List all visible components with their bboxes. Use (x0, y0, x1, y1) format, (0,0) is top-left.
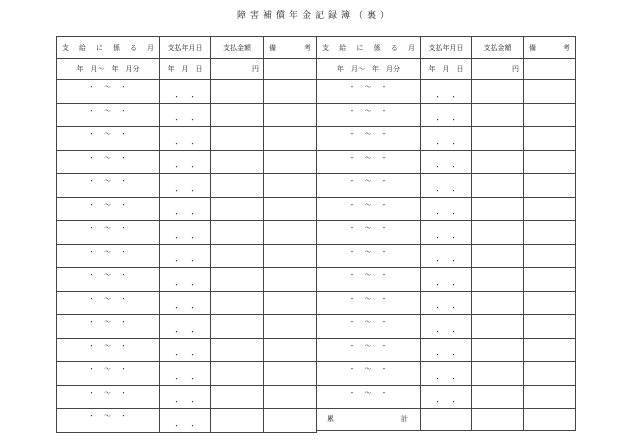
header-period: 支 給 に 係 る 月 (57, 37, 160, 59)
ledger-row (57, 291, 317, 315)
remarks-cell[interactable] (264, 103, 317, 127)
amount-cell[interactable] (211, 268, 264, 292)
header-remarks: 備 考 (264, 37, 317, 59)
remarks-cell[interactable] (524, 80, 576, 104)
header-pay-date: 支払年月日 (160, 37, 211, 59)
period-cell[interactable]: ・ ～ ・ (317, 268, 421, 292)
remarks-cell[interactable] (264, 80, 317, 104)
period-cell[interactable]: ・ ～ ・ (317, 80, 421, 104)
remarks-cell[interactable] (264, 362, 317, 386)
amount-cell[interactable] (211, 103, 264, 127)
ledger-row (317, 80, 576, 104)
pay-date-cell[interactable]: ・ ・ (160, 103, 211, 127)
amount-cell[interactable] (472, 174, 524, 198)
remarks-cell[interactable] (264, 150, 317, 174)
ledger-row (317, 150, 576, 174)
period-cell[interactable]: ・ ～ ・ (57, 362, 160, 386)
amount-cell[interactable] (211, 409, 264, 433)
remarks-cell[interactable] (524, 291, 576, 315)
period-cell[interactable]: ・ ～ ・ (57, 127, 160, 151)
amount-cell[interactable] (472, 291, 524, 315)
period-cell[interactable]: ・ ～ ・ (317, 338, 421, 362)
remarks-cell[interactable] (264, 338, 317, 362)
ledger-row (317, 127, 576, 151)
period-cell[interactable]: ・ ～ ・ (57, 291, 160, 315)
remarks-cell[interactable] (264, 174, 317, 198)
pay-date-cell[interactable]: ・ ・ (160, 268, 211, 292)
ledger-row (57, 80, 317, 104)
remarks-cell[interactable] (524, 409, 576, 431)
amount-cell[interactable] (211, 315, 264, 339)
period-cell[interactable]: ・ ～ ・ (317, 291, 421, 315)
period-cell[interactable]: ・ ～ ・ (317, 197, 421, 221)
pay-date-cell[interactable]: ・ ・ (421, 244, 472, 268)
amount-cell[interactable] (472, 315, 524, 339)
period-cell[interactable]: ・ ～ ・ (57, 221, 160, 245)
remarks-cell[interactable] (524, 385, 576, 409)
period-cell[interactable]: ・ ～ ・ (57, 174, 160, 198)
remarks-cell[interactable] (524, 268, 576, 292)
period-cell[interactable]: ・ ～ ・ (57, 244, 160, 268)
pay-date-cell[interactable]: ・ ・ (160, 127, 211, 151)
amount-cell[interactable] (472, 197, 524, 221)
ledger-row (317, 315, 576, 339)
header-period: 支 給 に 係 る 月 (317, 37, 421, 59)
remarks-cell[interactable] (264, 409, 317, 433)
pay-date-cell[interactable]: ・ ・ (160, 221, 211, 245)
pay-date-cell[interactable]: ・ ・ (421, 127, 472, 151)
amount-cell[interactable] (472, 150, 524, 174)
ledger-row (57, 385, 317, 409)
period-cell[interactable]: ・ ～ ・ (317, 244, 421, 268)
pay-date-cell[interactable]: ・ ・ (160, 385, 211, 409)
amount-cell[interactable] (211, 291, 264, 315)
remarks-cell[interactable] (264, 291, 317, 315)
remarks-cell[interactable] (264, 315, 317, 339)
pay-date-cell[interactable]: ・ ・ (421, 103, 472, 127)
period-cell[interactable]: ・ ～ ・ (317, 315, 421, 339)
header-remarks: 備 考 (524, 37, 576, 59)
remarks-cell[interactable] (524, 244, 576, 268)
remarks-cell[interactable] (264, 197, 317, 221)
ledger-row (317, 291, 576, 315)
pay-date-cell[interactable]: ・ ・ (160, 174, 211, 198)
pay-date-cell[interactable]: ・ ・ (160, 291, 211, 315)
amount-cell[interactable] (211, 174, 264, 198)
amount-cell[interactable] (472, 244, 524, 268)
pay-date-cell[interactable]: ・ ・ (421, 174, 472, 198)
pay-date-cell[interactable]: ・ ・ (421, 221, 472, 245)
header-amount: 支払金額 (472, 37, 524, 59)
remarks-cell[interactable] (524, 197, 576, 221)
amount-cell[interactable] (472, 80, 524, 104)
pay-date-cell[interactable]: ・ ・ (160, 150, 211, 174)
remarks-cell[interactable] (524, 338, 576, 362)
ledger-row (57, 150, 317, 174)
pay-date-cell[interactable]: ・ ・ (160, 244, 211, 268)
pay-date-cell[interactable]: ・ ・ (421, 362, 472, 386)
header-amount: 支払金額 (211, 37, 264, 59)
unit-row (317, 59, 576, 80)
period-cell[interactable]: ・ ～ ・ (317, 150, 421, 174)
ledger-row (317, 197, 576, 221)
ledger-row (57, 103, 317, 127)
ledger-row (317, 244, 576, 268)
period-cell[interactable]: ・ ～ ・ (57, 103, 160, 127)
ledger-row (317, 385, 576, 409)
ledger-row (57, 362, 317, 386)
remarks-cell[interactable] (264, 244, 317, 268)
unit-remarks (264, 59, 317, 80)
amount-cell[interactable] (211, 80, 264, 104)
amount-cell[interactable] (472, 338, 524, 362)
ledger-row (57, 268, 317, 292)
unit-amount: 円 (472, 59, 524, 80)
ledger-row (317, 362, 576, 386)
ledger-row (317, 221, 576, 245)
unit-remarks (524, 59, 576, 80)
remarks-cell[interactable] (524, 127, 576, 151)
remarks-cell[interactable] (264, 127, 317, 151)
period-cell[interactable]: ・ ～ ・ (317, 127, 421, 151)
unit-pay-date: 年 月 日 (160, 59, 211, 80)
amount-cell[interactable] (211, 150, 264, 174)
remarks-cell[interactable] (264, 385, 317, 409)
ledger-row (57, 221, 317, 245)
pay-date-cell[interactable]: ・ ・ (421, 197, 472, 221)
total-row (317, 409, 576, 431)
ledger-row (317, 174, 576, 198)
amount-cell[interactable] (211, 362, 264, 386)
unit-amount: 円 (211, 59, 264, 80)
pay-date-cell[interactable]: ・ ・ (421, 315, 472, 339)
amount-cell[interactable] (211, 127, 264, 151)
ledger-row (57, 174, 317, 198)
ledger-row (317, 338, 576, 362)
ledger-row (57, 197, 317, 221)
remarks-cell[interactable] (524, 103, 576, 127)
pay-date-cell[interactable] (421, 409, 472, 431)
period-cell[interactable]: ・ ～ ・ (57, 385, 160, 409)
remarks-cell[interactable] (524, 315, 576, 339)
remarks-cell[interactable] (524, 174, 576, 198)
pay-date-cell[interactable]: ・ ・ (421, 338, 472, 362)
amount-cell[interactable] (211, 244, 264, 268)
remarks-cell[interactable] (264, 221, 317, 245)
remarks-cell[interactable] (524, 362, 576, 386)
period-cell[interactable]: ・ ～ ・ (57, 150, 160, 174)
remarks-cell[interactable] (524, 221, 576, 245)
pay-date-cell[interactable]: ・ ・ (421, 150, 472, 174)
amount-cell[interactable] (472, 268, 524, 292)
unit-period: 年 月～ 年 月分 (317, 59, 421, 80)
pay-date-cell[interactable]: ・ ・ (160, 315, 211, 339)
pay-date-cell[interactable]: ・ ・ (421, 268, 472, 292)
unit-period: 年 月～ 年 月分 (57, 59, 160, 80)
pay-date-cell[interactable]: ・ ・ (160, 80, 211, 104)
ledger-row (57, 338, 317, 362)
amount-cell[interactable] (211, 221, 264, 245)
pay-date-cell[interactable]: ・ ・ (421, 385, 472, 409)
ledger-row (317, 268, 576, 292)
period-cell[interactable]: ・ ～ ・ (317, 362, 421, 386)
period-cell[interactable]: ・ ～ ・ (57, 338, 160, 362)
unit-pay-date: 年 月 日 (421, 59, 472, 80)
ledger-row (57, 244, 317, 268)
period-cell[interactable]: ・ ～ ・ (57, 197, 160, 221)
period-cell[interactable]: ・ ～ ・ (317, 103, 421, 127)
period-cell[interactable]: ・ ～ ・ (57, 315, 160, 339)
remarks-cell[interactable] (264, 268, 317, 292)
pay-date-cell[interactable]: ・ ・ (160, 362, 211, 386)
period-cell[interactable]: ・ ～ ・ (57, 409, 160, 433)
period-cell[interactable]: ・ ～ ・ (317, 221, 421, 245)
amount-cell[interactable] (472, 127, 524, 151)
pay-date-cell[interactable]: ・ ・ (160, 197, 211, 221)
pay-date-cell[interactable]: ・ ・ (421, 291, 472, 315)
period-cell[interactable]: ・ ～ ・ (317, 385, 421, 409)
pay-date-cell[interactable]: ・ ・ (160, 338, 211, 362)
period-cell[interactable]: ・ ～ ・ (57, 80, 160, 104)
ledger-row (57, 315, 317, 339)
amount-cell[interactable] (472, 362, 524, 386)
amount-cell[interactable] (211, 385, 264, 409)
amount-cell[interactable] (211, 338, 264, 362)
header-pay-date: 支払年月日 (421, 37, 472, 59)
page-title: 障害補償年金記録簿（裏） (236, 11, 393, 21)
period-cell[interactable]: ・ ～ ・ (317, 174, 421, 198)
header-row (57, 37, 317, 59)
period-cell[interactable]: ・ ～ ・ (57, 268, 160, 292)
pay-date-cell[interactable]: ・ ・ (421, 80, 472, 104)
pay-date-cell[interactable]: ・ ・ (160, 409, 211, 433)
header-row (317, 37, 576, 59)
ledger-row (57, 409, 317, 433)
remarks-cell[interactable] (524, 150, 576, 174)
amount-cell[interactable] (472, 221, 524, 245)
ledger-row (57, 127, 317, 151)
total-label: 累 計 (317, 409, 421, 431)
amount-cell[interactable] (472, 103, 524, 127)
unit-row (57, 59, 317, 80)
ledger-table-right (316, 36, 576, 424)
amount-cell[interactable] (211, 197, 264, 221)
amount-cell[interactable] (472, 409, 524, 431)
ledger-row (317, 103, 576, 127)
amount-cell[interactable] (472, 385, 524, 409)
ledger-table-left (56, 36, 317, 430)
